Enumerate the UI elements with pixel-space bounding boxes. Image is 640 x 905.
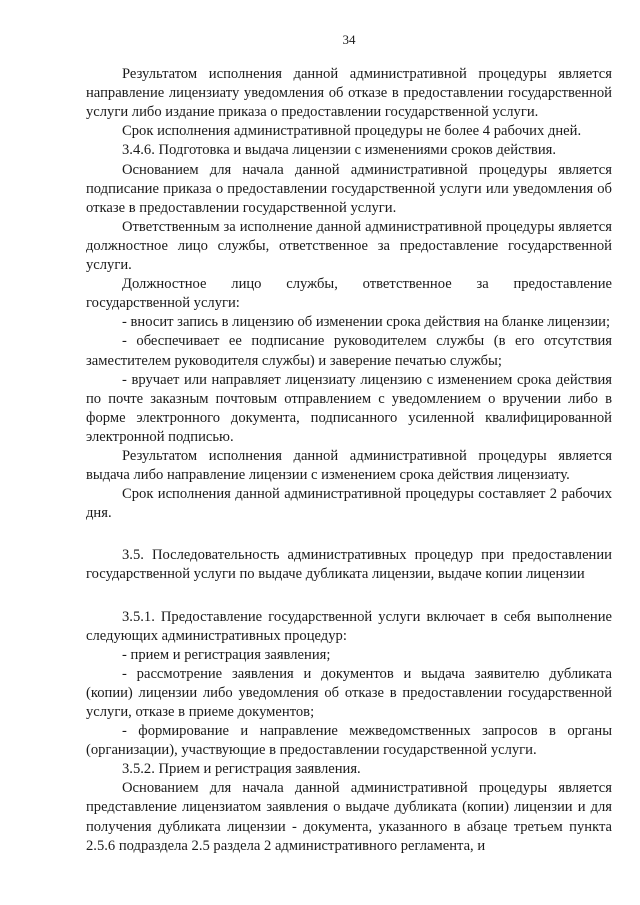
list-item: - прием и регистрация заявления;	[122, 646, 331, 663]
list-item: - вручает или направляет лицензиату лицензию с изменением срока действия по почте заказным почтовым отправлением с уведомлением о вручении либо в форме электронного документа, подписанного усиленной квалифицированной электронной подписью.	[86, 371, 612, 445]
list-item: - формирование и направление межведомственных запросов в органы (организации), участвующие в предоставлении государственной услуги.	[86, 723, 612, 759]
list-item: - обеспечивает ее подписание руководителем службы (в его отсутствия заместителем руководителя службы) и заверение печатью службы;	[86, 333, 612, 369]
list-item: - вносит запись в лицензию об изменении срока действия на бланке лицензии;	[122, 314, 611, 331]
paragraph: Результатом исполнения данной административной процедуры является направление лицензиату уведомления об отказе в предоставлении государственной услуги либо издание приказа о предоставлении государственной услуги.	[86, 66, 612, 121]
page-number: 34	[342, 32, 356, 47]
paragraph: Ответственным за исполнение данной административной процедуры является должностное лицо службы, ответственное за предоставление государственной услуги.	[86, 218, 612, 274]
section-title: 3.5. Последовательность административных процедур при предоставлении государственной услуги по выдаче дубликата лицензии, выдаче копии лицензии	[86, 547, 612, 583]
paragraph: Срок исполнения административной процедуры не более 4 рабочих дней.	[122, 123, 582, 140]
paragraph: Основанием для начала данной административной процедуры является представление лицензиатом заявления о выдаче дубликата (копии) лицензии и для получения дубликата лицензии - документа, указанного в абзаце третьем пункта 2.5.6 подраздела 2.5 раздела 2 административного регламента, и	[86, 780, 612, 854]
paragraph: Результатом исполнения данной административной процедуры является выдача либо направление лицензии с изменением срока действия лицензиату.	[86, 447, 612, 484]
paragraph: 3.5.1. Предоставление государственной услуги включает в себя выполнение следующих административных процедур:	[86, 608, 612, 644]
section-heading: 3.4.6. Подготовка и выдача лицензии с изменениями сроков действия.	[122, 142, 556, 159]
paragraph: Должностное лицо службы, ответственное за предоставление государственной услуги:	[86, 276, 612, 312]
list-item: - рассмотрение заявления и документов и выдача заявителю дубликата (копии) лицензии либо уведомления об отказе в предоставлении государственной услуги, отказе в приеме документов;	[86, 665, 612, 720]
section-heading: 3.5.2. Прием и регистрация заявления.	[122, 761, 361, 778]
paragraph: Основанием для начала данной административной процедуры является подписание приказа о предоставлении государственной услуги или уведомления об отказе в предоставлении государственной услуги.	[86, 161, 612, 216]
paragraph: Срок исполнения данной административной процедуры составляет 2 рабочих дня.	[86, 486, 612, 522]
